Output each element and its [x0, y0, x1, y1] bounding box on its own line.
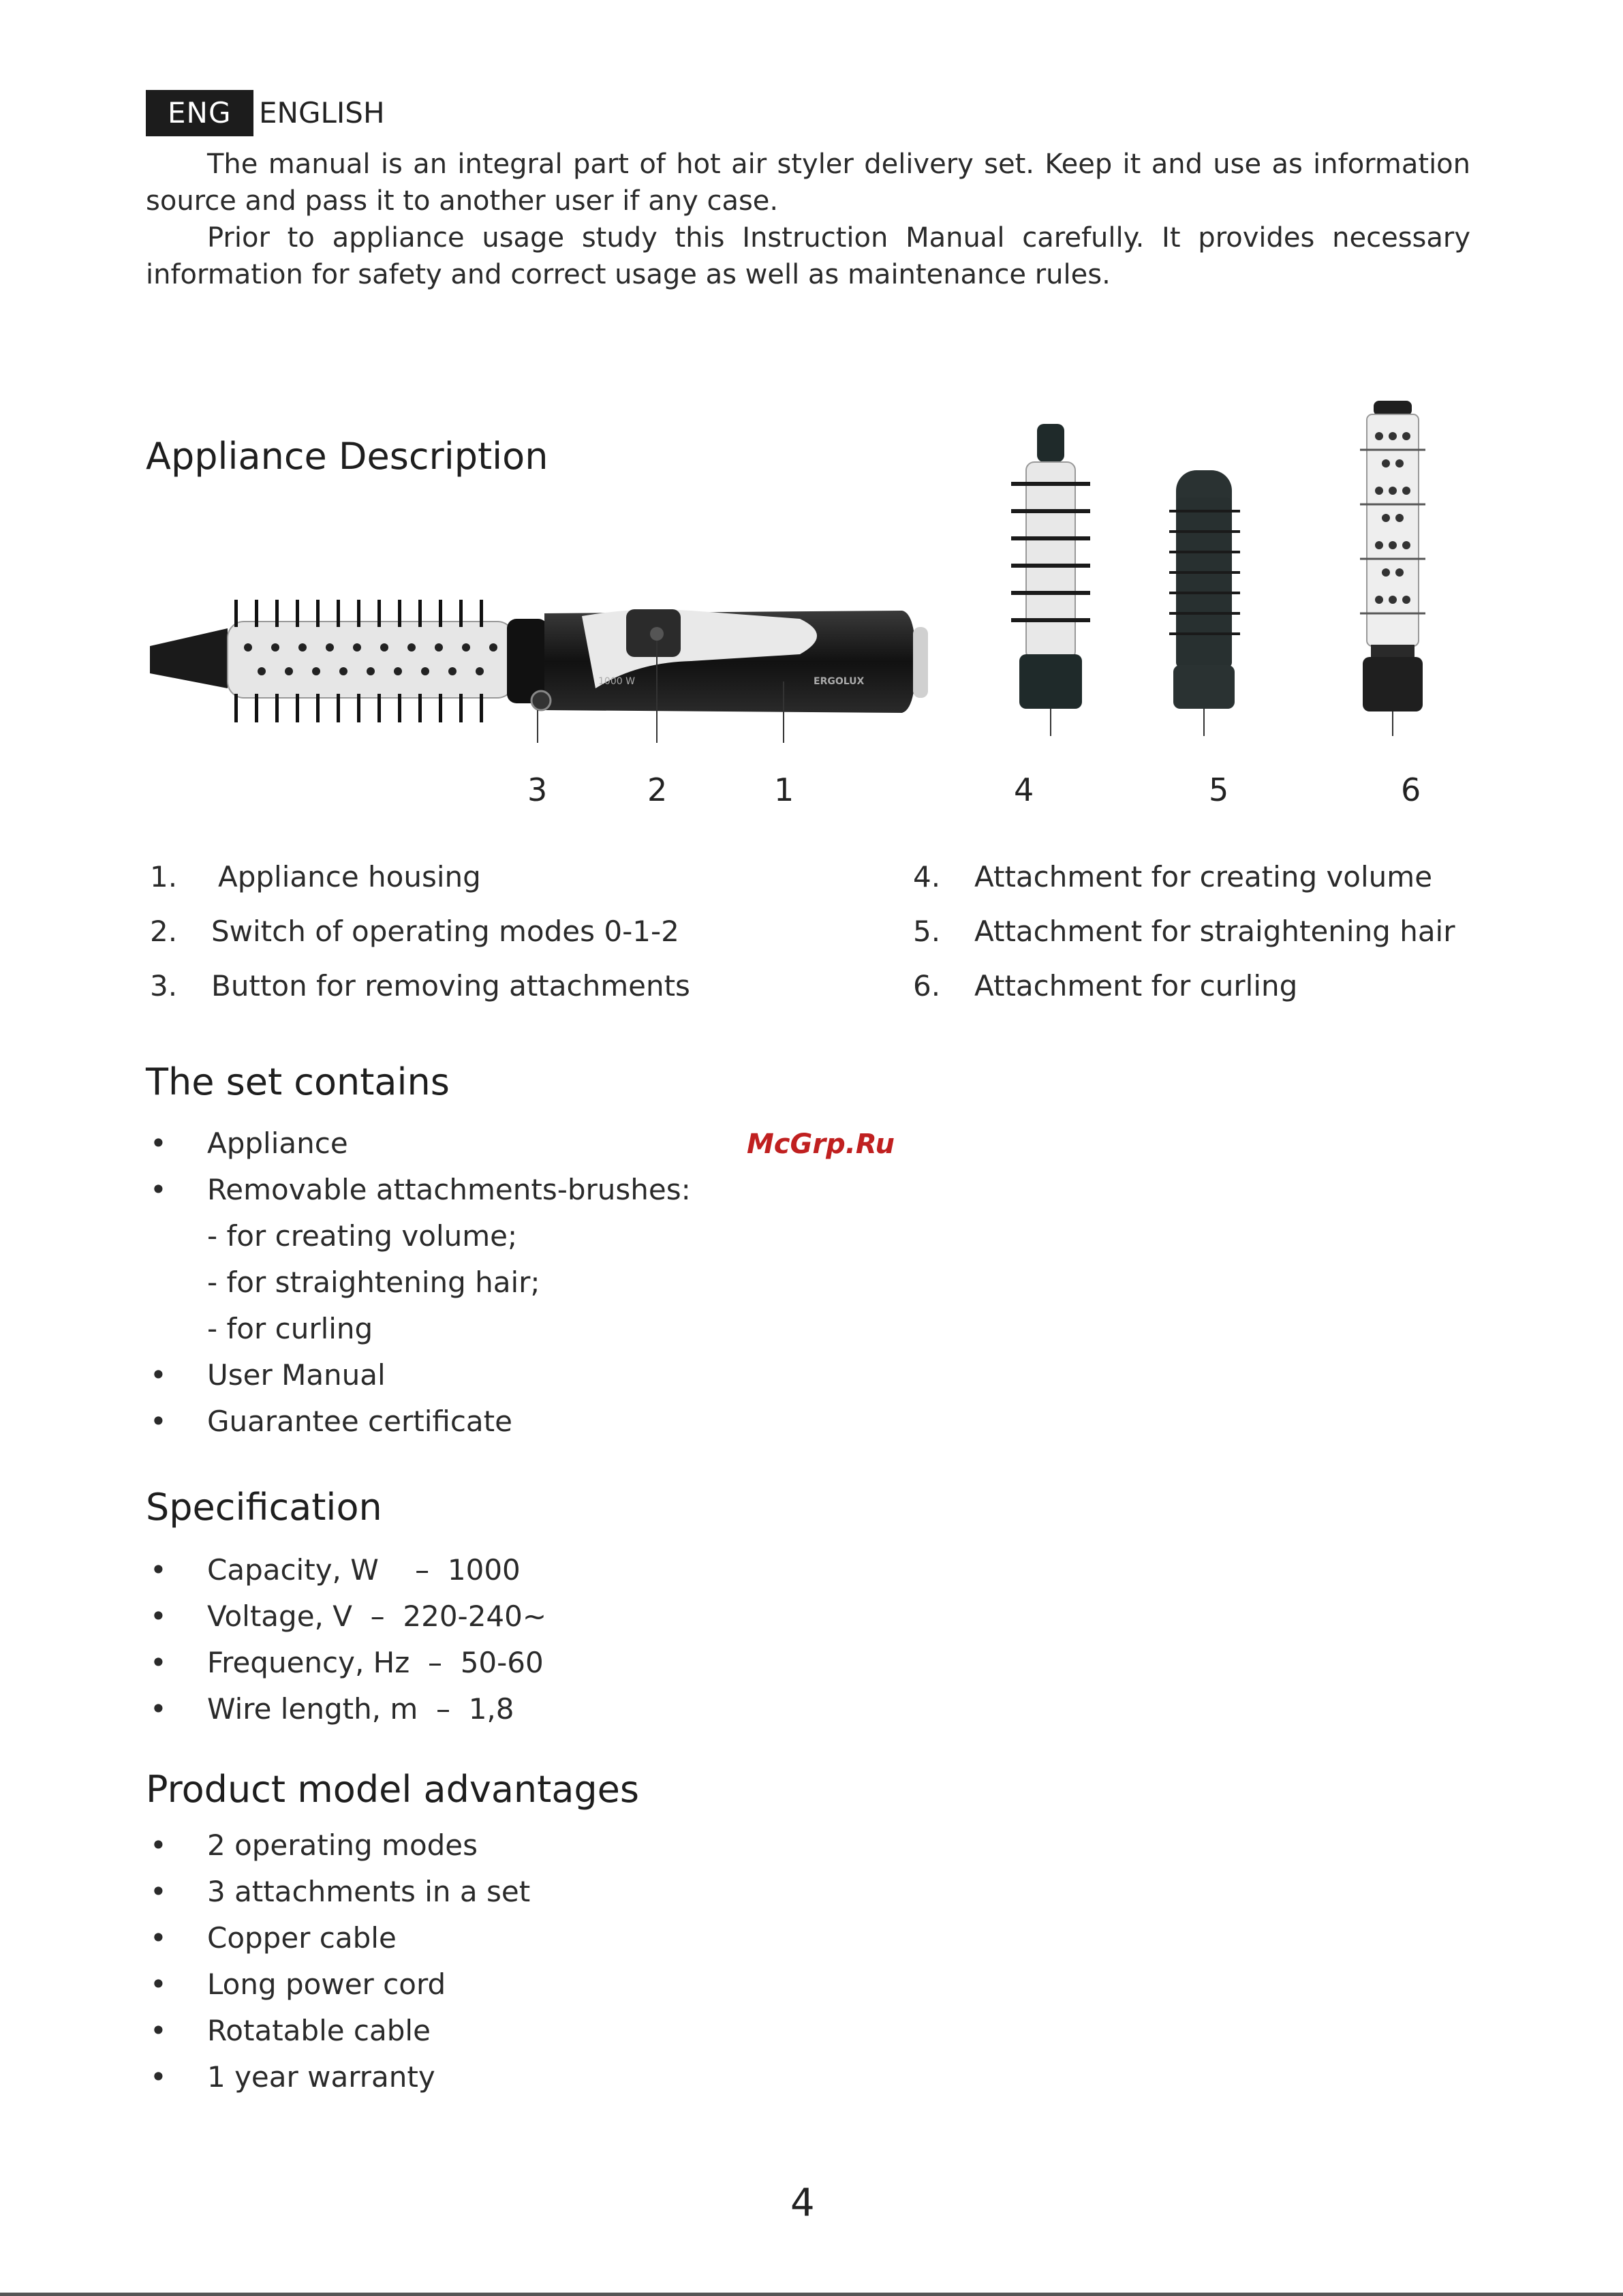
device-brand-label: ERGOLUX: [814, 676, 865, 687]
list-item: • Wire length, m – 1,8: [146, 1686, 546, 1732]
specification-list: [146, 1547, 546, 1732]
intro-text: [146, 146, 1470, 293]
list-item: • Long power cord: [146, 1961, 530, 2008]
list-item: • 2 operating modes: [146, 1822, 530, 1869]
list-item: - for creating volume;: [207, 1219, 518, 1253]
intro-paragraph-2: Prior to appliance usage study this Instruction Manual carefully. It provides necessary information for safety and correct usage as well as maintenance rules.: [146, 222, 1470, 290]
language-code-badge: ENG: [146, 90, 253, 136]
page-bottom-border: [0, 2293, 1623, 2296]
watermark-text: McGrp.Ru: [747, 1129, 895, 1160]
curling-attachment-image: [1360, 401, 1425, 736]
list-item: • Removable attachments-brushes:: [146, 1167, 691, 1213]
language-name: ENGLISH: [259, 96, 385, 129]
intro-paragraph-1: The manual is an integral part of hot air styler delivery set. Keep it and use as information source and pass it to another user if any case.: [146, 149, 1470, 217]
list-item: - for straightening hair;: [207, 1266, 540, 1299]
parts-list-left: 1. Appliance housing 2. Switch of operating modes 0-1-2 3. Button for removing attachments: [150, 860, 690, 1002]
specification-heading: Specification: [146, 1486, 382, 1529]
page-number: 4: [790, 2181, 815, 2225]
set-contains-heading: The set contains: [146, 1060, 450, 1103]
volume-attachment-image: [1011, 424, 1090, 736]
list-item: • 1 year warranty: [146, 2054, 530, 2100]
callout-2: 2: [647, 771, 668, 808]
list-item: • User Manual: [146, 1352, 691, 1398]
list-item: • Appliance: [146, 1120, 691, 1167]
set-contents-list: [146, 1120, 691, 1445]
hot-air-styler-illustration: [146, 586, 929, 743]
callout-4: 4: [1014, 771, 1034, 808]
list-item: • Frequency, Hz – 50-60: [146, 1640, 546, 1686]
straightening-attachment-image: [1169, 470, 1240, 736]
list-item: • Copper cable: [146, 1915, 530, 1961]
callout-6: 6: [1401, 771, 1421, 808]
device-power-label: 1000 W: [598, 676, 635, 687]
callout-3: 3: [527, 771, 548, 808]
attachments-illustration: [974, 395, 1479, 763]
advantages-list: [146, 1822, 530, 2100]
list-item: • Rotatable cable: [146, 2008, 530, 2054]
list-item: • 3 attachments in a set: [146, 1869, 530, 1915]
callout-5: 5: [1209, 771, 1229, 808]
callout-1: 1: [774, 771, 794, 808]
list-item: • Capacity, W – 1000: [146, 1547, 546, 1593]
parts-list-right: 4. Attachment for creating volume 5. Attachment for straightening hair 6. Attachment for curling: [913, 860, 1455, 1002]
list-item: - for curling: [207, 1312, 373, 1345]
advantages-heading: Product model advantages: [146, 1768, 640, 1811]
list-item: • Voltage, V – 220-240~: [146, 1593, 546, 1640]
list-item: • Guarantee certificate: [146, 1398, 691, 1445]
appliance-description-heading: Appliance Description: [146, 435, 548, 478]
